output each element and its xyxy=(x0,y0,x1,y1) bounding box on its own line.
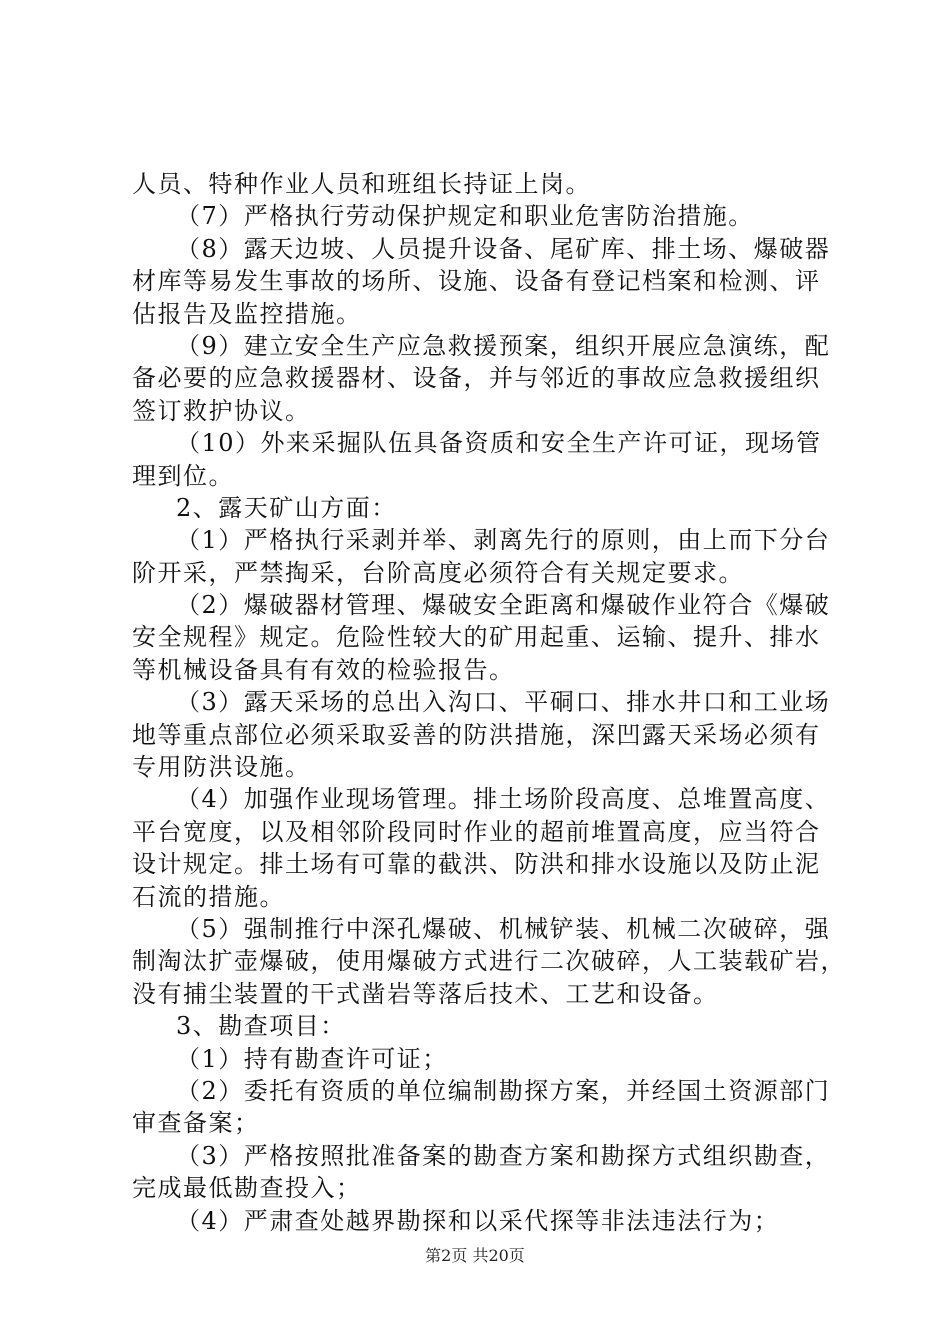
text-line: 完成最低勘查投入； xyxy=(132,1174,362,1203)
text-line: 阶开采，严禁掏采，台阶高度必须符合有关规定要求。 xyxy=(132,558,744,587)
text-line: （2）爆破器材管理、爆破安全距离和爆破作业符合《爆破 xyxy=(176,591,831,620)
text-line: 人员、特种作业人员和班组长持证上岗。 xyxy=(132,170,591,198)
text-line: 没有捕尘装置的干式凿岩等落后技术、工艺和设备。 xyxy=(132,979,719,1008)
text-line: （2）委托有资质的单位编制勘探方案，并经国土资源部门 xyxy=(176,1076,831,1105)
text-line: （8）露天边坡、人员提升设备、尾矿库、排土场、爆破器 xyxy=(176,234,831,263)
section-heading: 3、勘查项目： xyxy=(176,1012,346,1041)
text-line: 等机械设备具有有效的检验报告。 xyxy=(132,655,515,684)
text-line: 材库等易发生事故的场所、设施、设备有登记档案和检测、评 xyxy=(132,267,821,296)
text-line: 制淘汰扩壶爆破，使用爆破方式进行二次破碎，人工装载矿岩， xyxy=(132,947,846,976)
text-line: （4）严肃查处越界勘探和以采代探等非法违法行为； xyxy=(176,1206,780,1235)
text-line: 地等重点部位必须采取妥善的防洪措施，深凹露天采场必须有 xyxy=(132,720,821,749)
text-line: （3）严格按照批准备案的勘查方案和勘探方式组织勘查， xyxy=(176,1141,831,1170)
section-heading: 2、露天矿山方面： xyxy=(176,493,397,522)
text-line: 签订救护协议。 xyxy=(132,396,311,425)
text-line: 设计规定。排土场有可靠的截洪、防洪和排水设施以及防止泥 xyxy=(132,850,821,879)
text-line: （1）持有勘查许可证； xyxy=(176,1044,448,1073)
text-line: 平台宽度，以及相邻阶段同时作业的超前堆置高度，应当符合 xyxy=(132,817,821,846)
text-line: （10）外来采掘队伍具备资质和安全生产许可证，现场管 xyxy=(176,429,822,458)
text-line: 安全规程》规定。危险性较大的矿用起重、运输、提升、排水 xyxy=(132,623,821,652)
text-line: 估报告及监控措施。 xyxy=(132,299,362,328)
text-line: 理到位。 xyxy=(132,461,234,490)
body-text xyxy=(132,168,846,1237)
text-line: （9）建立安全生产应急救援预案，组织开展应急演练，配 xyxy=(176,331,831,360)
text-line: 备必要的应急救援器材、设备，并与邻近的事故应急救援组织 xyxy=(132,364,821,393)
text-line: （3）露天采场的总出入沟口、平硐口、排水井口和工业场 xyxy=(176,688,831,717)
text-line: （4）加强作业现场管理。排土场阶段高度、总堆置高度、 xyxy=(176,785,831,814)
text-line: 审查备案； xyxy=(132,1109,260,1138)
text-line: （1）严格执行采剥并举、剥离先行的原则，由上而下分台 xyxy=(176,526,831,555)
text-line: （5）强制推行中深孔爆破、机械铲装、机械二次破碎，强 xyxy=(176,914,831,943)
text-line: 石流的措施。 xyxy=(132,882,285,911)
text-line: 专用防洪设施。 xyxy=(132,753,311,782)
page-footer: 第2页 共20页 xyxy=(425,1246,525,1265)
text-line: （7）严格执行劳动保护规定和职业危害防治措施。 xyxy=(176,202,754,231)
